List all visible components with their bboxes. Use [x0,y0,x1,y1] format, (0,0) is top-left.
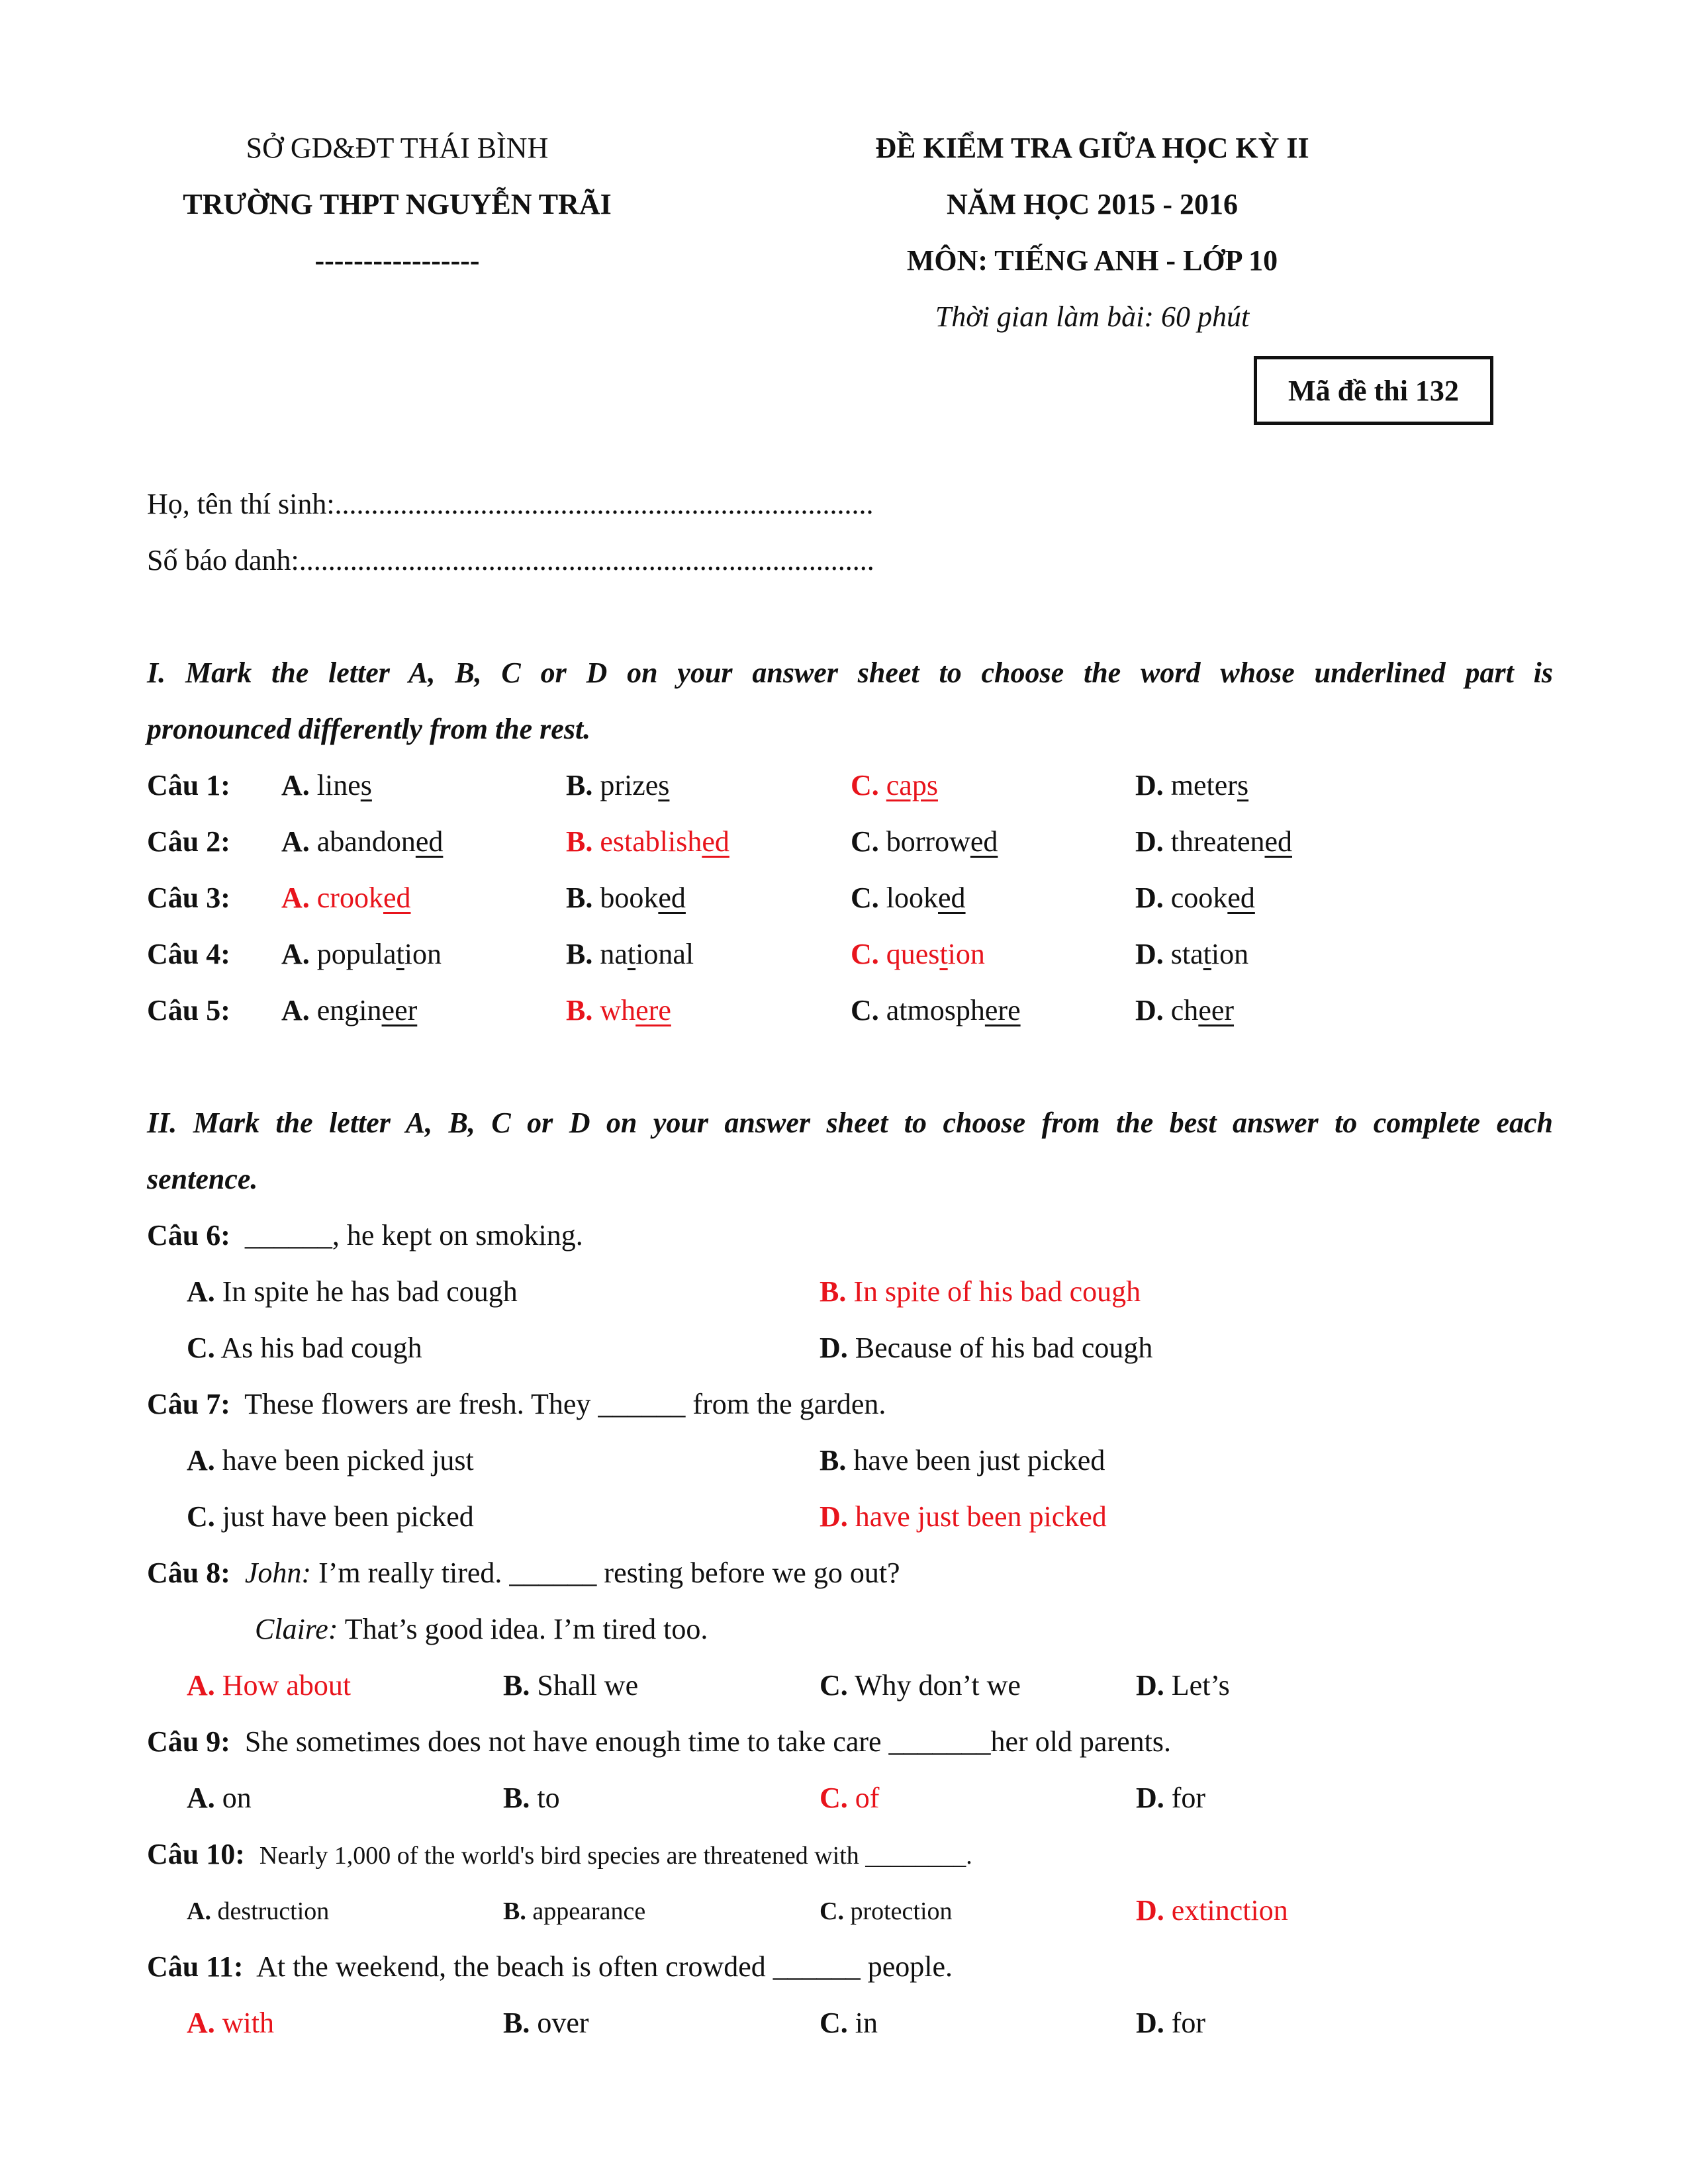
question-label: Câu 1: [147,769,230,801]
option-10d-answer: D. extinction [1136,1894,1288,1927]
option-4a: A. population [281,938,442,970]
option-10c: C. protection [820,1897,953,1925]
option-9c-answer: C. of [820,1782,880,1814]
option-7a: A. have been picked just [187,1444,474,1477]
question-label: Câu 3: [147,882,230,914]
question-10: Câu 10: Nearly 1,000 of the world's bird species are threatened with ________. [147,1838,972,1870]
option-5a: A. engineer [281,994,418,1026]
option-8d: D. Let’s [1136,1669,1230,1702]
student-name-field: Họ, tên thí sinh:.......................................................................... [147,488,874,520]
option-8a-answer: A. How about [187,1669,352,1702]
subject: MÔN: TIẾNG ANH - LỚP 10 [906,244,1278,277]
question-label: Câu 4: [147,938,230,970]
option-8b: B. Shall we [503,1669,639,1702]
option-9b: B. to [503,1782,560,1814]
option-11b: B. over [503,2007,589,2039]
option-5c: C. atmosphere [851,994,1021,1026]
option-1b: B. prizes [566,769,670,801]
option-1a: A. lines [281,769,372,801]
question-6: Câu 6: ______, he kept on smoking. [147,1219,583,1251]
exam-code: Mã đề thi 132 [1288,374,1459,407]
option-10a: A. destruction [187,1897,330,1925]
question-label: Câu 5: [147,994,230,1026]
school-name: TRƯỜNG THPT NGUYỄN TRÃI [183,188,612,220]
question-9: Câu 9: She sometimes does not have enough time to take care _______her old parents. [147,1725,1171,1758]
option-7d-answer: D. have just been picked [820,1500,1107,1533]
question-label: Câu 2: [147,825,230,858]
option-3b: B. booked [566,882,686,914]
option-10b: B. appearance [503,1897,646,1925]
section-2-instruction-line-2: sentence. [147,1163,258,1195]
option-2a: A. abandoned [281,825,444,858]
section-1-instruction-line-1: I. Mark the letter A, B, C or D on your answer sheet to choose the word whose underlined part is [147,657,1553,689]
header-divider: ----------------- [314,244,480,277]
option-9a: A. on [187,1782,252,1814]
option-1c-answer: C. caps [851,769,938,801]
option-9d: D. for [1136,1782,1206,1814]
option-5b-answer: B. where [566,994,671,1026]
question-8: Câu 8: John: I’m really tired. ______ resting before we go out? [147,1557,900,1589]
option-4b: B. national [566,938,694,970]
option-6c: C. As his bad cough [187,1332,422,1364]
option-7c: C. just have been picked [187,1500,474,1533]
option-11c: C. in [820,2007,878,2039]
exam-title: ĐỀ KIỂM TRA GIỮA HỌC KỲ II [875,132,1309,164]
option-6a: A. In spite he has bad cough [187,1275,518,1308]
exam-code-box [1254,356,1493,425]
question-11: Câu 11: At the weekend, the beach is often crowded ______ people. [147,1950,953,1983]
section-1-instruction-line-2: pronounced differently from the rest. [147,713,591,745]
option-8c: C. Why don’t we [820,1669,1021,1702]
question-8-reply: Claire: That’s good idea. I’m tired too. [255,1613,708,1645]
question-7: Câu 7: These flowers are fresh. They ______ from the garden. [147,1388,886,1420]
option-3d: D. cooked [1135,882,1255,914]
department-name: SỞ GD&ĐT THÁI BÌNH [246,132,549,164]
option-4d: D. station [1135,938,1249,970]
section-2-instruction-line-1: II. Mark the letter A, B, C or D on your answer sheet to choose from the best answer to complete each [147,1107,1553,1139]
option-5d: D. cheer [1135,994,1235,1026]
option-11d: D. for [1136,2007,1206,2039]
option-6b-answer: B. In spite of his bad cough [820,1275,1141,1308]
option-3a-answer: A. crooked [281,882,411,914]
option-6d: D. Because of his bad cough [820,1332,1153,1364]
option-2c: C. borrowed [851,825,998,858]
option-4c-answer: C. question [851,938,985,970]
option-7b: B. have been just picked [820,1444,1105,1477]
option-2b-answer: B. established [566,825,729,858]
school-year: NĂM HỌC 2015 - 2016 [947,188,1238,220]
student-id-field: Số báo danh:............................................................................... [147,544,874,576]
time-allowed: Thời gian làm bài: 60 phút [935,300,1250,333]
option-3c: C. looked [851,882,966,914]
option-1d: D. meters [1135,769,1249,801]
option-2d: D. threatened [1135,825,1293,858]
option-11a-answer: A. with [187,2007,275,2039]
